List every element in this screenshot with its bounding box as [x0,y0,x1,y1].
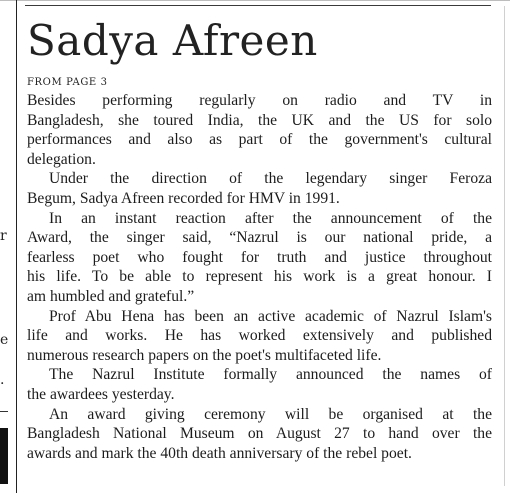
article-paragraph [27,209,492,307]
text-line: Besides performing regularly on radio and TV in [27,92,492,109]
left-column-fragment: r [0,228,7,244]
text-line: delegation. [27,150,96,168]
text-line: performances and also as part of the government's cultural [27,131,492,149]
text-line: Award, the singer said, “Nazrul is our national pride, a [27,229,492,247]
top-page-rule [0,0,510,1]
text-line: The Nazrul Institute formally announced the names of [49,366,492,384]
article-paragraph [27,91,492,169]
article-paragraph [27,169,492,208]
text-line: the awardees yesterday. [27,385,175,403]
column-divider [16,0,17,493]
article-paragraph [27,405,492,464]
continuation-kicker: FROM PAGE 3 [27,77,108,88]
text-line: Begum, Sadya Afreen recorded for HMV in 1991. [27,189,340,207]
text-line: An award giving ceremony will be organised at the [49,405,492,423]
article-body [27,91,492,463]
text-line: Bangladesh, she toured India, the UK and the US for solo [27,111,492,129]
text-line: Bangladesh National Museum on August 27 to hand over the [27,425,492,443]
text-line: his life. To be able to represent his work is a great honour. I [27,268,492,286]
text-line: numerous research papers on the poet's multifaceted life. [27,346,382,364]
text-line: life and works. He has worked extensively and published [27,327,492,345]
text-line: Under the direction of the legendary singer Feroza [49,170,492,188]
text-line: am humbled and grateful.” [27,287,195,305]
article [27,13,492,463]
article-top-rule [25,5,491,6]
text-line: fearless poet who fought for truth and justice throughout [27,248,492,266]
text-line: Prof Abu Hena has been an active academic of Nazrul Islam's [49,307,492,325]
text-line: awards and mark the 40th death anniversary of the rebel poet. [27,444,412,462]
article-paragraph [27,307,492,366]
left-column-rule [0,411,8,412]
right-edge-line [504,6,505,486]
article-headline: Sadya Afreen [27,16,318,65]
text-line: In an instant reaction after the announcement of the [49,209,492,227]
left-column-black-box [0,428,8,484]
left-column-fragment: . [0,372,5,388]
article-paragraph [27,365,492,404]
left-column-fragment: e [0,332,9,348]
